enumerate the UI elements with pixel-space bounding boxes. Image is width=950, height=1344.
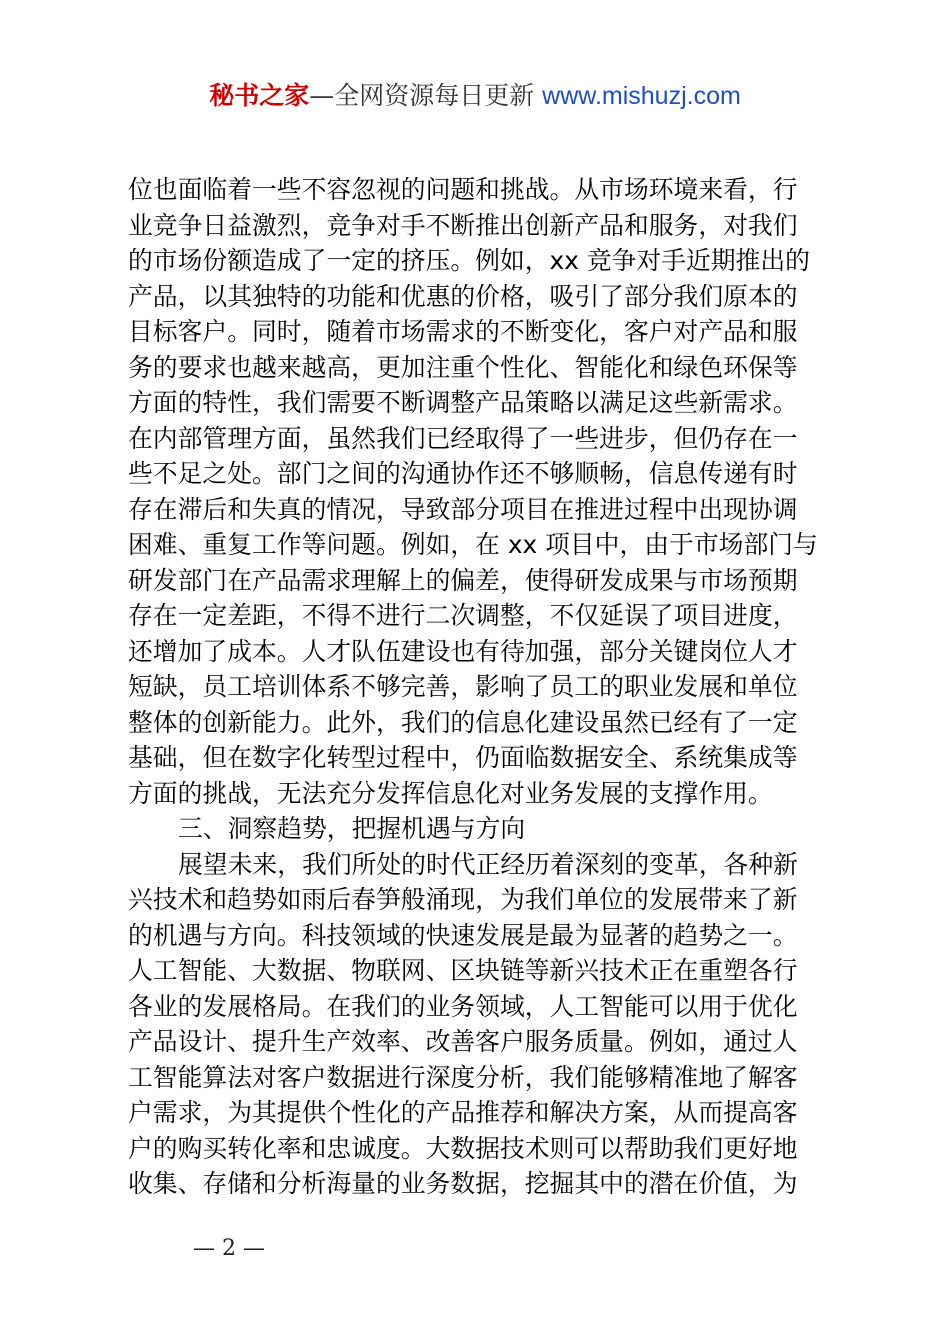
text-line: 业竞争日益激烈，竞争对手不断推出创新产品和服务，对我们 [128,210,798,240]
document-body [128,172,828,1202]
text-line: 户的购买转化率和忠诚度。大数据技术则可以帮助我们更好地 [128,1133,798,1163]
text-line: 产品设计、提升生产效率、改善客户服务质量。例如，通过人 [128,1027,798,1056]
text-line: 的机遇与方向。科技领域的快速发展是最为显著的趋势之一。 [128,920,798,950]
text-line: 还增加了成本。人才队伍建设也有待加强，部分关键岗位人才 [128,636,798,666]
text-line: 工智能算法对客户数据进行深度分析，我们能够精准地了解客 [128,1062,798,1092]
text-line: 各业的发展格局。在我们的业务领域，人工智能可以用于优化 [128,991,798,1021]
site-url-link[interactable]: www.mishuzj.com [542,82,741,110]
page-number: — 2 — [193,1236,265,1261]
text-line: 位也面临着一些不容忽视的问题和挑战。从市场环境来看，行 [128,175,798,204]
text-line: 基础，但在数字化转型过程中，仍面临数据安全、系统集成等 [128,743,798,772]
text-line: 目标客户。同时，随着市场需求的不断变化，客户对产品和服 [128,317,798,346]
brand-name: 秘书之家 [209,81,310,110]
text-line: 些不足之处。部门之间的沟通协作还不够顺畅，信息传递有时 [128,459,798,488]
text-line: 务的要求也越来越高，更加注重个性化、智能化和绿色环保等 [128,352,798,382]
text-line: 存在一定差距，不得不进行二次调整，不仅延误了项目进度， [128,601,798,630]
text-line: 研发部门在产品需求理解上的偏差，使得研发成果与市场预期 [128,565,798,595]
section-heading: 三、洞察趋势，把握机遇与方向 [178,814,526,843]
text-line: 产品，以其独特的功能和优惠的价格，吸引了部分我们原本的 [128,281,798,311]
text-line: 人工智能、大数据、物联网、区块链等新兴技术正在重塑各行 [128,956,798,985]
site-header [0,80,950,112]
text-line: 存在滞后和失真的情况，导致部分项目在推进过程中出现协调 [128,494,798,524]
text-line: 兴技术和趋势如雨后春笋般涌现，为我们单位的发展带来了新 [128,885,798,914]
text-line: 的市场份额造成了一定的挤压。例如，xx 竞争对手近期推出的 [128,246,810,275]
text-line: 在内部管理方面，虽然我们已经取得了一些进步，但仍存在一 [128,423,798,453]
text-line: 收集、存储和分析海量的业务数据，挖掘其中的潜在价值，为 [128,1169,798,1198]
text-line: 整体的创新能力。此外，我们的信息化建设虽然已经有了一定 [128,707,798,737]
text-line: 展望未来，我们所处的时代正经历着深刻的变革，各种新 [178,849,798,879]
text-line: 短缺，员工培训体系不够完善，影响了员工的职业发展和单位 [128,672,798,701]
text-line: 困难、重复工作等问题。例如，在 xx 项目中，由于市场部门与 [128,530,818,559]
text-line: 方面的特性，我们需要不断调整产品策略以满足这些新需求。 [128,388,798,417]
text-line: 方面的挑战，无法充分发挥信息化对业务发展的支撑作用。 [128,778,773,808]
text-line: 户需求，为其提供个性化的产品推荐和解决方案，从而提高客 [128,1098,798,1127]
header-tagline: —全网资源每日更新 [309,81,543,110]
